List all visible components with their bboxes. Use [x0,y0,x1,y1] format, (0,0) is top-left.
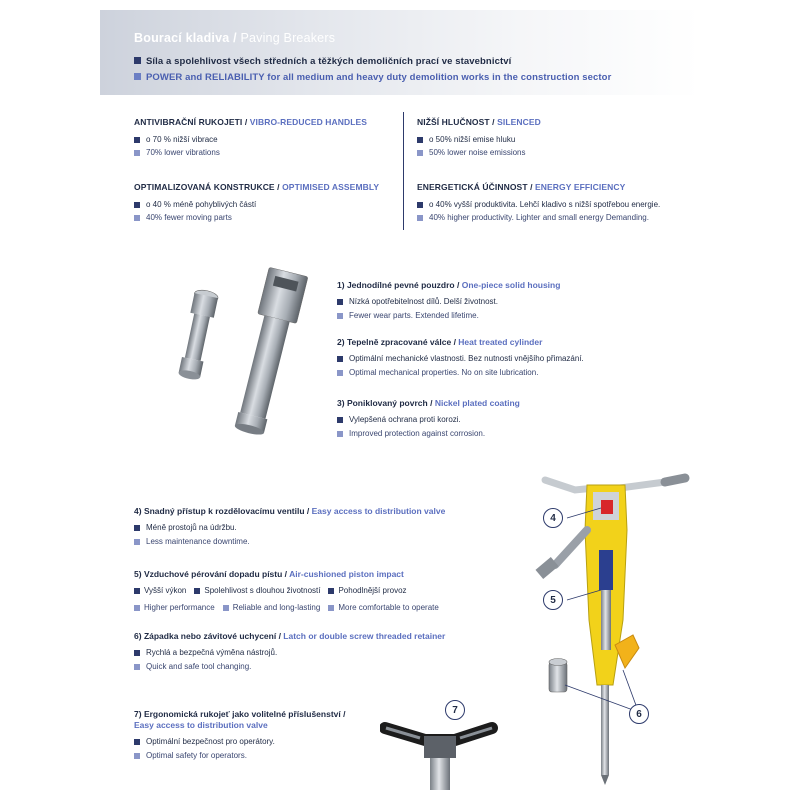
feature-optimised-assembly: OPTIMALIZOVANÁ KONSTRUKCE / OPTIMISED ASSEMBLY o 40 % méně pohyblivých částí 40% fewer moving parts [134,182,380,222]
ergonomic-handle-illustration [380,710,500,790]
feature-silenced: NIŽŠÍ HLUČNOST / SILENCED o 50% nižší emise hluku 50% lower noise emissions [417,117,541,157]
section-4: 4) Snadný přístup k rozdělovacímu ventilu / Easy access to distribution valve Méně prostojů na údržbu. Less maintenance downtime. [134,506,446,546]
callout-7: 7 [445,700,465,720]
cylinder-parts-illustration [170,265,310,445]
breaker-cutaway-illustration [515,470,695,785]
section-2: 2) Tepelně zpracované válce / Heat treated cylinder Optimální mechanické vlastnosti. Bez nutnosti vnějšího přimazání. Optimal mechanical properties. No on site lubrication. [337,337,584,377]
section-1: 1) Jednodílné pevné pouzdro / One-piece solid housing Nízká opotřebitelnost dílů. Delší životnost. Fewer wear parts. Extended lifetime. [337,280,561,320]
section-5: 5) Vzduchové pérování dopadu pístu / Air-cushioned piston impact Vyšší výkon Spolehlivost s dlouhou životností Pohodlnější provoz Higher performance Reliable and long-lasting More comfortable to operate [134,569,439,612]
tagline-cz: Síla a spolehlivost všech středních a těžkých demoličních prací ve stavebnictví [134,56,511,67]
callout-5: 5 [543,590,563,610]
tagline-en: POWER and RELIABILITY for all medium and heavy duty demolition works in the construction sector [134,72,611,83]
section-3: 3) Poniklovaný povrch / Nickel plated coating Vylepšená ochrana proti korozi. Improved protection against corrosion. [337,398,520,438]
callout-4: 4 [543,508,563,528]
column-divider [403,112,404,230]
page-title: Bourací kladiva / Paving Breakers [134,31,336,45]
callout-6: 6 [629,704,649,724]
section-7: 7) Ergonomická rukojeť jako volitelné příslušenství / Easy access to distribution valve Optimální bezpečnost pro operátory. Optimal safety for operators. [134,709,346,760]
section-6: 6) Západka nebo závitové uchycení / Latch or double screw threaded retainer Rychlá a bezpečná výměna nástrojů. Quick and safe tool changing. [134,631,446,671]
feature-energy-efficiency: ENERGETICKÁ ÚČINNOST / ENERGY EFFICIENCY o 40% vyšší produktivita. Lehčí kladivo s nižší spotřebou energie. 40% higher productivity. Lighter and small energy Demanding. [417,182,661,222]
feature-vibro-handles: ANTIVIBRAČNÍ RUKOJETI / VIBRO-REDUCED HANDLES o 70 % nižší vibrace 70% lower vibrations [134,117,368,157]
